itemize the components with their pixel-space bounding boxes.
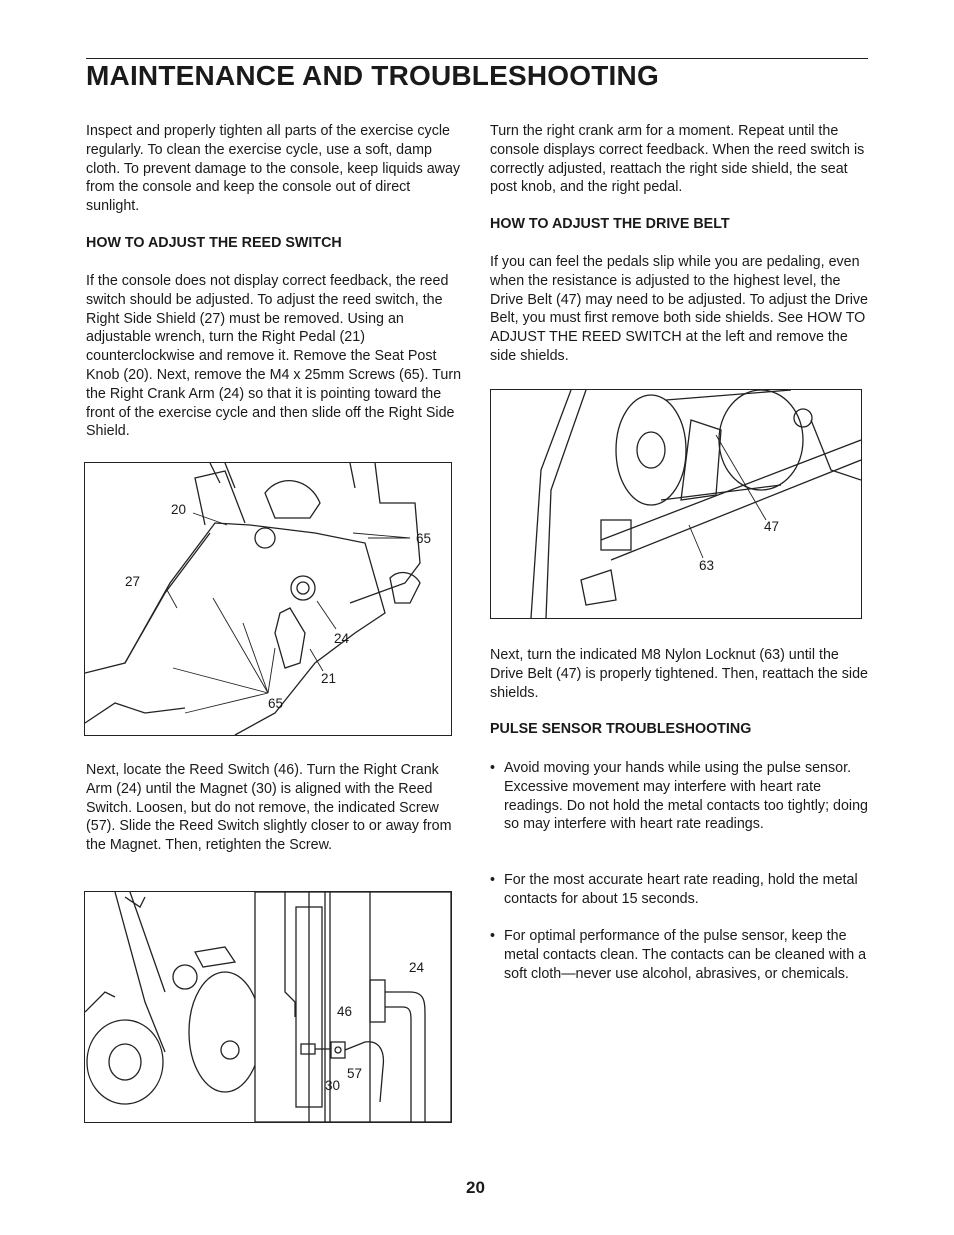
callout-20: 20 xyxy=(171,502,187,517)
bullet-item-2 xyxy=(490,871,870,909)
page-number: 20 xyxy=(466,1178,485,1197)
drive-belt-illustration xyxy=(491,390,861,618)
bullet-item-1 xyxy=(490,759,870,834)
reed-switch-paragraph-3: Turn the right crank arm for a moment. Repeat until the console displays correct feedback. When the reed switch is correctly adjusted, reattach the right side shield, the seat post knob, and the right pedal. xyxy=(490,123,865,196)
callout-30: 30 xyxy=(325,1078,341,1093)
figure-reed-switch xyxy=(84,891,452,1123)
callout-24-belt: 24 xyxy=(409,960,425,975)
figure-side-shield xyxy=(84,462,452,736)
figure-drive-belt xyxy=(490,389,862,619)
reed-switch-heading: HOW TO ADJUST THE REED SWITCH xyxy=(86,235,342,251)
callout-57: 57 xyxy=(347,1066,363,1081)
page-title: MAINTENANCE AND TROUBLESHOOTING xyxy=(86,60,659,91)
reed-switch-paragraph-1: If the console does not display correct feedback, the reed switch should be adjusted. To adjust the reed switch, the Right Side Shield (27) must be removed. Using an adjustable wrench, turn the Right Pedal (21) counterclockwise and remove it. Remove the Seat Post Knob (20). Next, remove the M4 x 25mm Screws (65). Turn the Right Crank Arm (24) so that it is pointing toward the front of the exercise cycle and then slide off the Right Side Shield. xyxy=(86,273,462,440)
reed-switch-illustration xyxy=(85,892,451,1122)
bullet-dot: • xyxy=(490,928,496,944)
bullet-text: Avoid moving your hands while using the pulse sensor. Excessive movement may interfere with heart rate readings. Do not hold the metal contacts too tightly; doing so may interfere with heart rate readings. xyxy=(504,760,868,833)
bullet-item-3 xyxy=(490,927,870,983)
bullet-dot: • xyxy=(490,760,496,776)
intro-paragraph: Inspect and properly tighten all parts of the exercise cycle regularly. To clean the exercise cycle, use a soft, damp cloth. To prevent damage to the console, keep liquids away from the console and keep the console out of direct sunlight. xyxy=(86,123,461,215)
drive-belt-paragraph-1: If you can feel the pedals slip while you are pedaling, even when the resistance is adjusted to the highest level, the Drive Belt (47) may need to be adjusted. To adjust the Drive Belt, you must first remove both side shields. See HOW TO ADJUST THE REED SWITCH at the left and remove the side shields. xyxy=(490,254,869,364)
drive-belt-paragraph-2: Next, turn the indicated M8 Nylon Locknut (63) until the Drive Belt (47) is properly tightened. Then, reattach the side shields. xyxy=(490,647,869,701)
callout-21: 21 xyxy=(321,671,337,686)
bullet-dot: • xyxy=(490,872,496,888)
callout-47: 47 xyxy=(764,519,780,534)
callout-24: 24 xyxy=(334,631,350,646)
callout-46: 46 xyxy=(337,1004,353,1019)
callout-65-top: 65 xyxy=(416,531,432,546)
callout-27: 27 xyxy=(125,574,141,589)
callout-65-bottom: 65 xyxy=(268,696,284,711)
title-rule xyxy=(86,58,868,59)
reed-switch-paragraph-2: Next, locate the Reed Switch (46). Turn the Right Crank Arm (24) until the Magnet (30) is aligned with the Reed Switch. Loosen, but do not remove, the indicated Screw (57). Slide the Reed Switch slightly closer to or away from the Magnet. Then, retighten the Screw. xyxy=(86,762,452,854)
pulse-sensor-heading: PULSE SENSOR TROUBLESHOOTING xyxy=(490,721,752,737)
bullet-text: For optimal performance of the pulse sensor, keep the metal contacts clean. The contacts can be cleaned with a soft cloth—never use alcohol, abrasives, or chemicals. xyxy=(504,928,867,982)
side-shield-illustration xyxy=(85,463,451,735)
callout-63: 63 xyxy=(699,558,715,573)
drive-belt-heading: HOW TO ADJUST THE DRIVE BELT xyxy=(490,216,730,232)
bullet-text: For the most accurate heart rate reading, hold the metal contacts for about 15 seconds. xyxy=(504,872,858,907)
